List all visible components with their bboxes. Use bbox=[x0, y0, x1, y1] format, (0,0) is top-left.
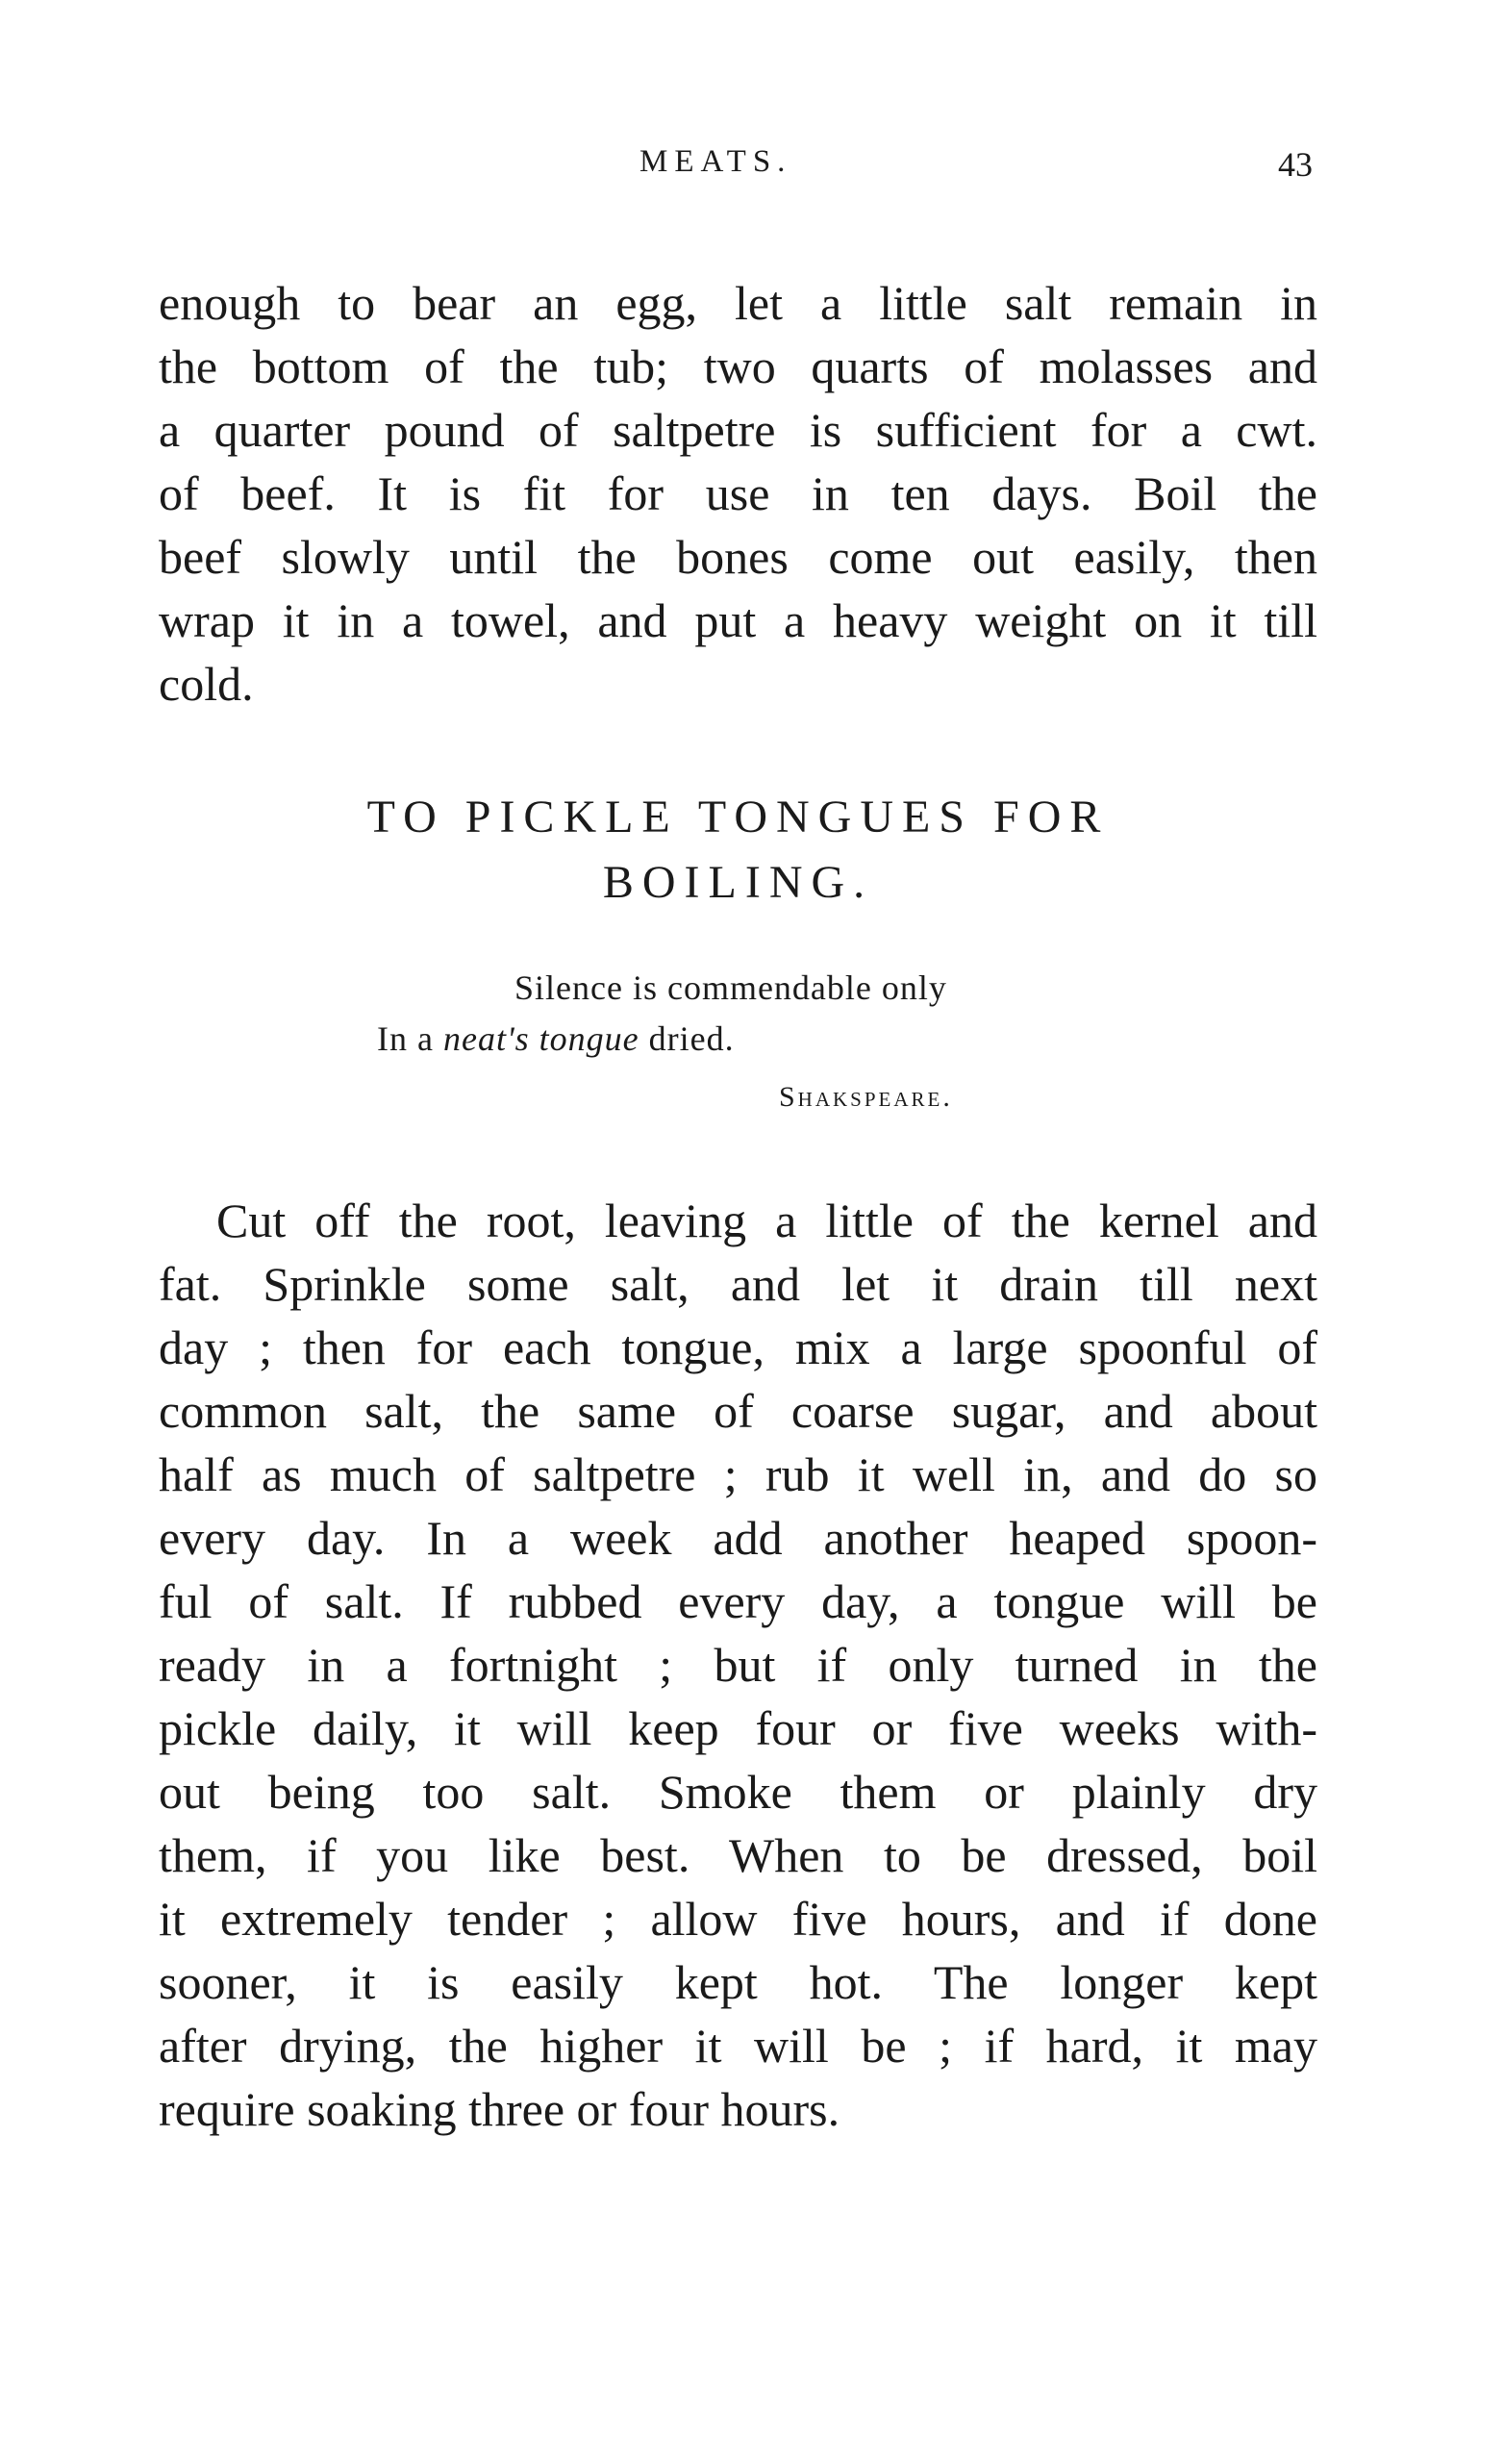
text-line: day ; then for each tongue, mix a large spoonful of bbox=[159, 1320, 1317, 1374]
epigraph-line-2 bbox=[377, 1018, 735, 1060]
text-line: them, if you like best. When to be dressed, boil bbox=[159, 1828, 1317, 1882]
epigraph-line-2-prefix: In a bbox=[377, 1019, 443, 1058]
text-line: the bottom of the tub; two quarts of molasses and bbox=[159, 339, 1317, 393]
text-line: sooner, it is easily kept hot. The longer kept bbox=[159, 1955, 1317, 2009]
text-line: it extremely tender ; allow five hours, and if done bbox=[159, 1892, 1317, 1946]
text-line: half as much of saltpetre ; rub it well in, and do so bbox=[159, 1447, 1317, 1501]
text-line: beef slowly until the bones come out easily, then bbox=[159, 530, 1317, 584]
section-title-line-1: TO PICKLE TONGUES FOR bbox=[366, 792, 1110, 842]
text-line: ready in a fortnight ; but if only turned in the bbox=[159, 1638, 1317, 1692]
epigraph-line-1: Silence is commendable only bbox=[514, 968, 947, 1007]
text-line: common salt, the same of coarse sugar, and about bbox=[159, 1384, 1317, 1438]
epigraph-line-2-suffix: dried. bbox=[639, 1019, 735, 1058]
text-line: wrap it in a towel, and put a heavy weight on it till bbox=[159, 593, 1317, 647]
text-line: pickle daily, it will keep four or five weeks with- bbox=[159, 1701, 1317, 1755]
text-line: every day. In a week add another heaped spoon- bbox=[159, 1511, 1317, 1565]
text-line: fat. Sprinkle some salt, and let it drain till next bbox=[159, 1257, 1317, 1311]
text-line: a quarter pound of saltpetre is sufficient for a cwt. bbox=[159, 403, 1317, 457]
text-line: Cut off the root, leaving a little of the kernel and bbox=[216, 1194, 1317, 1247]
text-line: out being too salt. Smoke them or plainly dry bbox=[159, 1765, 1317, 1819]
section-title-line-2: BOILING. bbox=[602, 857, 874, 908]
epigraph-attribution: Shakspeare. bbox=[779, 1081, 953, 1113]
text-line: cold. bbox=[159, 657, 254, 711]
text-line: ful of salt. If rubbed every day, a tongue will be bbox=[159, 1574, 1317, 1628]
text-line: enough to bear an egg, let a little salt remain in bbox=[159, 276, 1317, 330]
text-line: of beef. It is fit for use in ten days. Boil the bbox=[159, 466, 1317, 520]
text-line: require soaking three or four hours. bbox=[159, 2082, 840, 2136]
page-number: 43 bbox=[1278, 145, 1313, 184]
running-title: MEATS. bbox=[639, 144, 792, 179]
text-line: after drying, the higher it will be ; if hard, it may bbox=[159, 2019, 1317, 2073]
running-head bbox=[159, 144, 1313, 202]
epigraph-italic-phrase: neat's tongue bbox=[442, 1019, 639, 1058]
